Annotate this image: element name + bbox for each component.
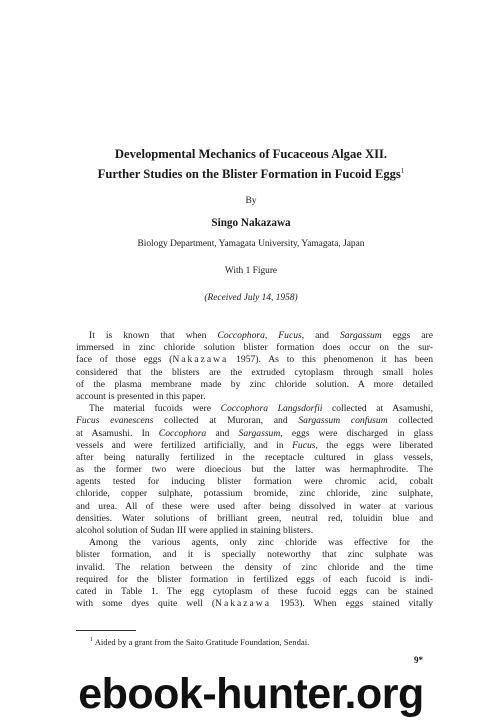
- body-line: as the former two were dioecious but the latter was hermaphrodite. The: [76, 464, 433, 476]
- page-signature-mark: 9*: [414, 655, 423, 665]
- body-line: chloride, copper sulphate, potassium bromide, zinc chloride, zinc sulphate,: [76, 488, 433, 500]
- author-name: Singo Nakazawa: [211, 217, 291, 229]
- citation-author: Nakazawa: [172, 354, 229, 366]
- body-line: invalid. The relation between the density of zinc chloride and the time: [76, 561, 433, 573]
- title-footnote-mark: 1: [400, 167, 405, 175]
- byline-label: By: [245, 196, 257, 206]
- received-date: (Received July 14, 1958): [204, 293, 298, 303]
- watermark: ebook-hunter.org: [78, 670, 424, 718]
- title-line-1: Developmental Mechanics of Fucaceous Algae XII.: [114, 147, 388, 161]
- body-line: Fucus evanescens collected at Muroran, and Sargassum confusum collected: [76, 415, 433, 427]
- figure-count: With 1 Figure: [224, 266, 278, 276]
- body-line: with some dyes quite well (Nakazawa 1953). When eggs stained vitally: [76, 598, 434, 610]
- citation-author: Nakazawa: [215, 598, 271, 610]
- body-line: cated in Table 1. The egg cytoplasm of these fucoid eggs can be stained: [76, 585, 433, 597]
- body-line: agents tested for inducing blister formation were chromic acid, cobalt: [76, 476, 433, 488]
- body-line: face of those eggs (Nakazawa 1957). As to this phenomenon it has been: [76, 354, 433, 366]
- body-line: blister formation, and it is specially noteworthy that zinc sulphate was: [76, 549, 433, 561]
- paper-title: [40, 146, 462, 183]
- body-line: of the plasma membrane made by zinc chloride solution. A more detailed: [76, 378, 433, 390]
- footnote-text: Aided by a grant from the Saito Gratitude Foundation, Sendai.: [94, 637, 310, 647]
- body-line: densities. Water solutions of brilliant green, neutral red, toluidin blue and: [76, 512, 433, 524]
- body-line: after being naturally fertilized in the receptacle cultured in glass vessels,: [76, 451, 433, 463]
- body-line: It is known that when Coccophora, Fucus, and Sargassum eggs are: [89, 330, 433, 341]
- body-text: [76, 330, 433, 610]
- body-line: considered that the blisters are the extruded cytoplasm through small holes: [76, 366, 433, 378]
- footnote: [90, 637, 309, 647]
- title-line-2: [40, 163, 462, 183]
- body-line: at Asamushi. In Coccophora and Sargassum, eggs were discharged in glass: [76, 427, 433, 439]
- footnote-divider: [76, 630, 136, 631]
- footnote-mark: 1: [90, 637, 93, 643]
- body-line: vessels and were fertilized artificially, and in Fucus, the eggs were liberated: [76, 439, 433, 451]
- body-line: Among the various agents, only zinc chloride was effective for the: [89, 537, 433, 549]
- body-line: immersed in zinc chloride solution blister formation does occur on the sur-: [76, 342, 433, 354]
- title-line-2-text: Further Studies on the Blister Formation in Fucoid Eggs: [97, 167, 401, 181]
- body-line: The material fucoids were Coccophora Langsdorfii collected at Asamushi,: [89, 403, 433, 415]
- body-line: required for the blister formation in fertilized eggs of each fucoid is indi-: [76, 573, 433, 585]
- author-affiliation: Biology Department, Yamagata University, Yamagata, Japan: [137, 239, 365, 249]
- body-line: and urea. All of these were used after being dissolved in water at various: [76, 500, 433, 512]
- body-line: alcohol solution of Sudan III were applied in staining blisters.: [76, 525, 314, 536]
- body-line: account is presented in this paper.: [76, 390, 206, 402]
